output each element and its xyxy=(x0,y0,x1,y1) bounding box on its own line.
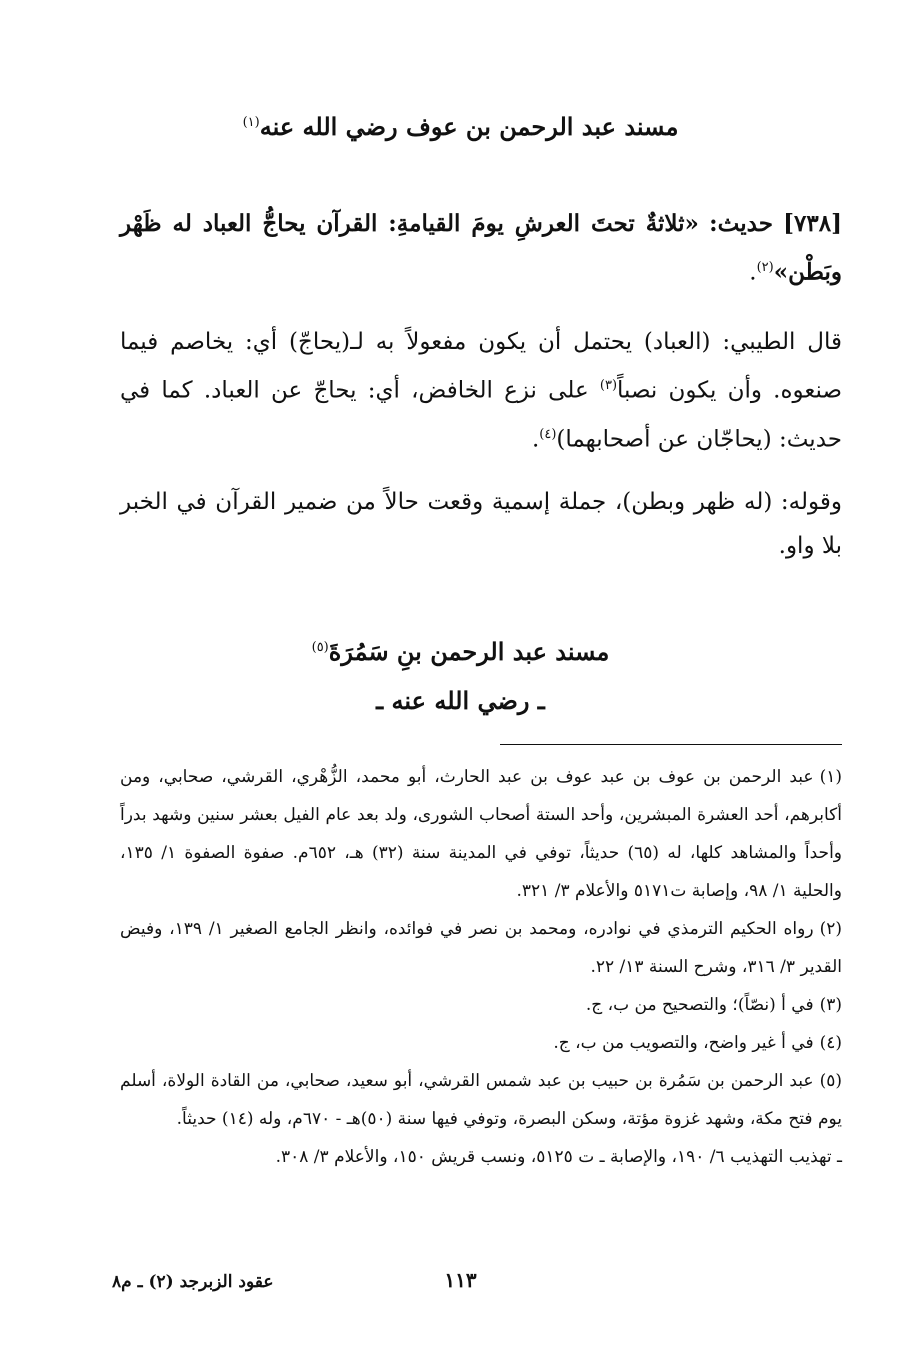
hadith-number: [٧٣٨] xyxy=(783,210,842,237)
section-subheading-text: ـ رضي الله عنه ـ xyxy=(376,686,545,715)
commentary-end: . xyxy=(531,426,540,453)
footnote-number: (٥) xyxy=(819,1071,842,1091)
commentary-text-a: قال الطيبي: (العباد) يحتمل أن يكون مفعولاً به لـ(يحاجّ) أي: يخاصم فيما صنعوه. وأن يكون نصباً xyxy=(120,329,842,404)
footnote-number: (٤) xyxy=(819,1033,842,1053)
footnote-1 xyxy=(120,758,842,910)
footnote-ref-4: (٤) xyxy=(539,426,557,442)
footnote-text: عبد الرحمن بن عوف بن عبد عوف بن عبد الحارث، أبو محمد، الزُّهْري، القرشي، صحابي، ومن أكابرهم، أحد العشرة المبشرين، وأحد الستة أصحاب الشورى، ولد بعد عام الفيل بعشر سنين وشهد بدراً وأحداً والمشاهد كلها، له (٦٥) حديثاً، توفي في المدينة سنة (٣٢) هـ، ٦٥٢م. صفوة الصفوة ١/ ١٣٥، والحلية ١/ ٩٨، وإصابة ت٥١٧١ والأعلام ٣/ ٣٢١. xyxy=(120,767,843,901)
footnote-number: (١) xyxy=(819,767,842,787)
hadith-text: «ثلاثةٌ تحتَ العرشِ يومَ القيامةِ: القرآن يحاجُّ العباد له ظَهْر وبَطْن» xyxy=(120,210,842,286)
footnote-ref-2: (٢) xyxy=(756,260,774,275)
footnote-ref-5: (٥) xyxy=(311,640,329,655)
section-heading-ibn-awf xyxy=(0,112,921,141)
footnote-5 xyxy=(120,1062,842,1138)
footnote-text: ـ تهذيب التهذيب ٦/ ١٩٠، والإصابة ـ ت ٥١٢٥، ونسب قريش ١٥٠، والأعلام ٣/ ٣٠٨. xyxy=(275,1147,842,1167)
hadith-paragraph xyxy=(120,202,842,295)
book-signature: عقود الزبرجد (٢) ـ م٨ xyxy=(112,1272,274,1292)
footnote-text: في أ غير واضح، والتصويب من ب، ج. xyxy=(553,1033,814,1053)
footnote-2 xyxy=(120,910,842,986)
footnote-number: (٢) xyxy=(819,919,842,939)
footnote-number: (٣) xyxy=(819,995,842,1015)
section-heading-ibn-samura xyxy=(0,637,921,666)
section-heading-title: مسند عبد الرحمن بن عوف رضي الله عنه xyxy=(259,112,679,141)
footnote-text: رواه الحكيم الترمذي في نوادره، ومحمد بن نصر في فوائده، وانظر الجامع الصغير ١/ ١٣٩، وفيض القدير ٣/ ٣١٦، وشرح السنة ١٣/ ٢٢. xyxy=(120,919,842,977)
footnote-divider xyxy=(500,744,842,745)
footnote-ref-3: (٣) xyxy=(599,378,618,393)
footnote-ref-1: (١) xyxy=(242,115,260,130)
footnotes xyxy=(120,758,842,1176)
section-subheading xyxy=(0,686,921,715)
commentary-paragraph xyxy=(120,320,842,461)
grammar-paragraph xyxy=(120,480,842,568)
footnote-3 xyxy=(120,986,842,1024)
hadith-label: حديث: xyxy=(709,210,773,237)
page-number: ١١٣ xyxy=(444,1268,477,1292)
grammar-text: وقوله: (له ظهر وبطن)، جملة إسمية وقعت حالاً من ضمير القرآن في الخبر بلا واو. xyxy=(120,489,842,559)
footnote-text: عبد الرحمن بن سَمُرة بن حبيب بن عبد شمس القرشي، أبو سعيد، صحابي، من القادة الولاة، أسلم يوم فتح مكة، وشهد غزوة مؤتة، وسكن البصرة، وتوفي فيها سنة (٥٠)هـ - ٦٧٠م، وله (١٤) حديثاً. xyxy=(120,1071,842,1129)
section-heading-title: مسند عبد الرحمن بنِ سَمُرَةَ xyxy=(328,637,610,666)
commentary-text-b: على نزع الخافض، أي: يحاجّ عن العباد. كما في حديث: (يحاجّان عن أصحابهما) xyxy=(120,377,842,453)
footnote-5-sources xyxy=(120,1138,842,1176)
footnote-4 xyxy=(120,1024,842,1062)
hadith-end: . xyxy=(749,259,757,286)
footnote-text: في أ (نصّاً)؛ والتصحيح من ب، ج. xyxy=(585,995,814,1015)
